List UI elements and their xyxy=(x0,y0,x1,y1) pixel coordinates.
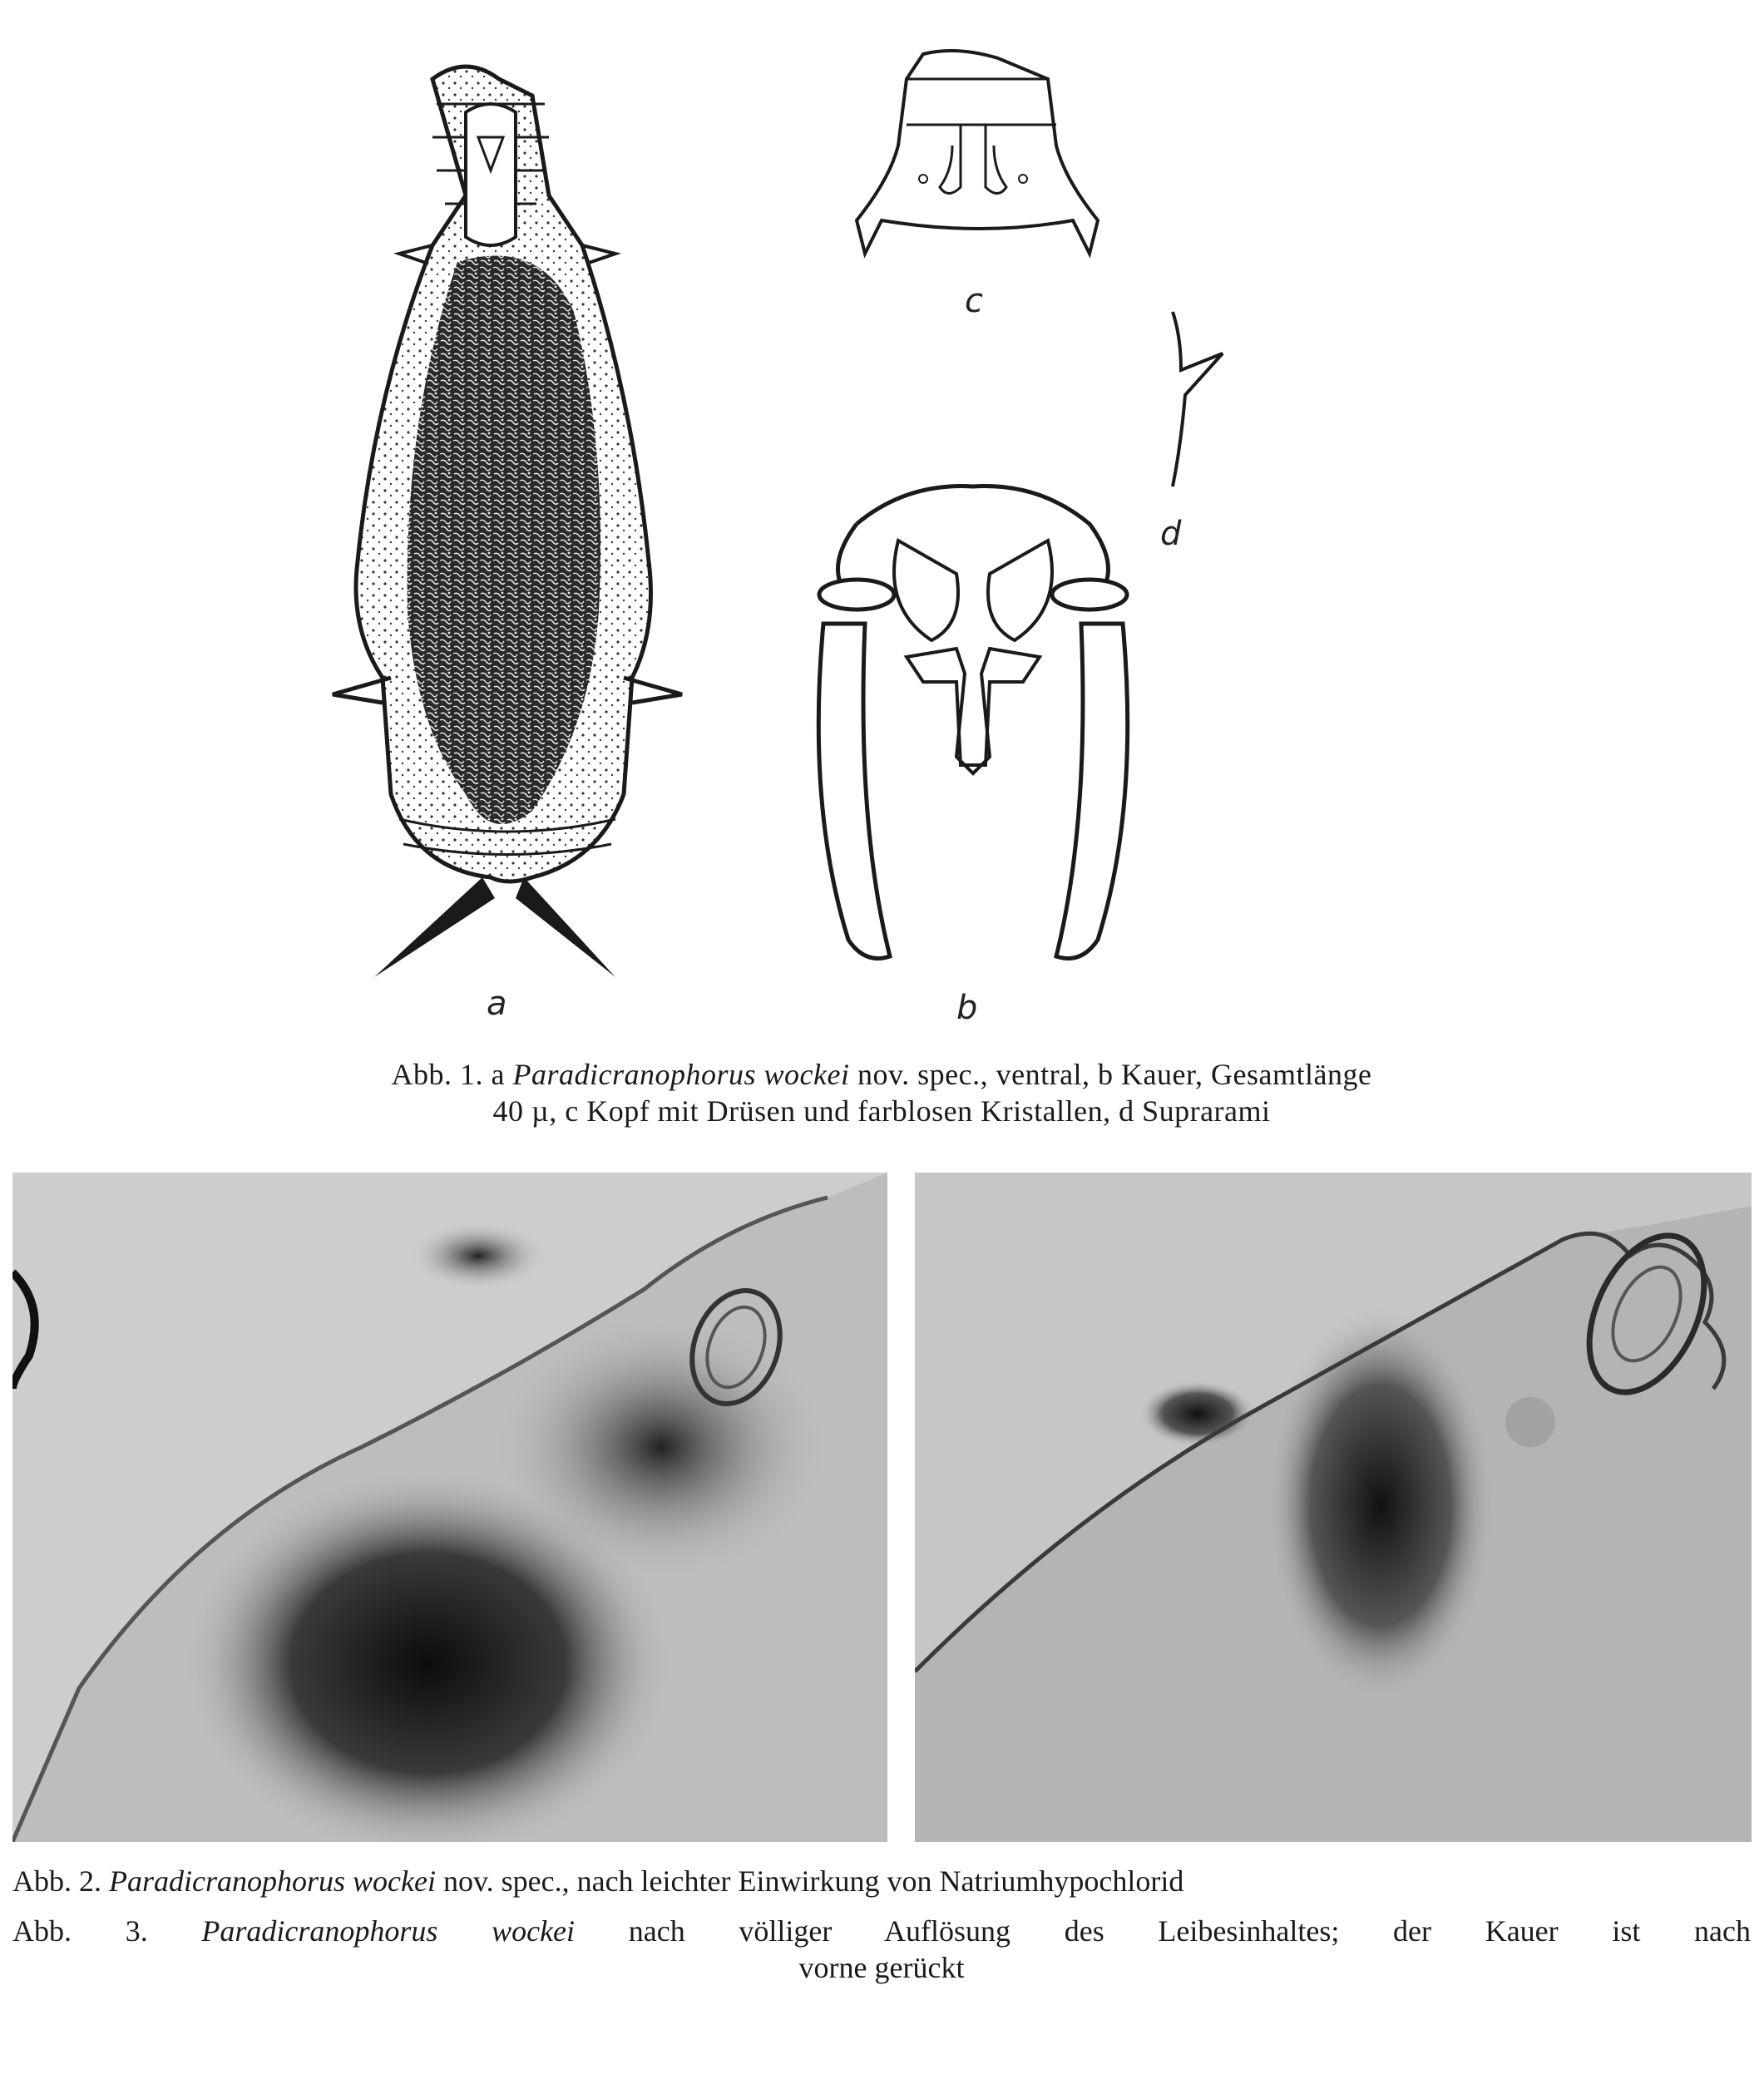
caption-text: nov. spec., nach leichter Einwirkung von Natriumhypochlorid xyxy=(435,1864,1184,1898)
figure-1b-label xyxy=(948,981,998,1031)
caption-text: nach völliger Auflösung des Leibesinhaltes; der Kauer ist nach xyxy=(575,1914,1752,1948)
figure-1b-drawing xyxy=(807,474,1139,990)
caption-text: nov. spec., ventral, b Kauer, Gesamtlänge xyxy=(849,1058,1372,1091)
figure-1-caption-line1 xyxy=(125,1056,1638,1093)
svg-text:c: c xyxy=(965,282,983,320)
figure-1d-drawing xyxy=(1148,304,1248,503)
svg-text:b: b xyxy=(956,989,978,1027)
species-name: Paradicranophorus wockei xyxy=(201,1914,576,1948)
figure-1-caption xyxy=(125,1056,1638,1129)
caption-prefix: Abb. 1. a xyxy=(391,1058,513,1091)
species-name: Paradicranophorus wockei xyxy=(512,1058,850,1091)
svg-text:a: a xyxy=(487,985,507,1023)
caption-prefix: Abb. 3. xyxy=(12,1914,202,1948)
figure-3-photo xyxy=(915,1173,1752,1842)
figure-1a-label xyxy=(478,977,528,1027)
figure-3-caption xyxy=(12,1913,1751,1986)
caption-prefix: Abb. 2. xyxy=(12,1864,109,1898)
figure-1d-label xyxy=(1152,507,1202,557)
figure-3-caption-line2: vorne gerückt xyxy=(798,1951,965,1984)
figure-1c-label xyxy=(956,274,1006,324)
svg-text:d: d xyxy=(1160,515,1182,553)
figure-3-caption-line1 xyxy=(12,1913,1751,1949)
figure-1c-drawing xyxy=(815,46,1131,295)
species-name: Paradicranophorus wockei xyxy=(109,1864,436,1898)
figure-1a-drawing xyxy=(266,46,732,1044)
figure-1-caption-line2: 40 µ, c Kopf mit Drüsen und farblosen Kristallen, d Suprarami xyxy=(492,1094,1271,1128)
figure-2-photo xyxy=(12,1173,887,1842)
figure-2-caption xyxy=(12,1863,1751,1899)
